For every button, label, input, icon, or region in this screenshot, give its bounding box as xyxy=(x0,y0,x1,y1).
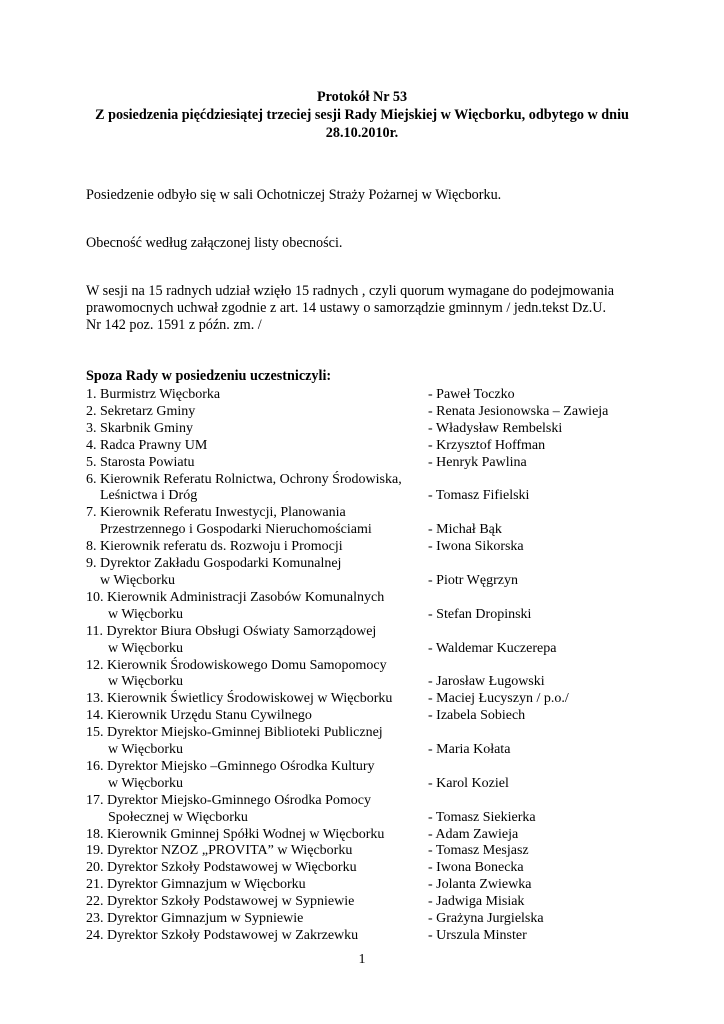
participant-role xyxy=(86,827,428,844)
participant-role-line-1: 22. Dyrektor Szkoły Podstawowej w Sypniewie xyxy=(86,894,355,910)
participant-role-line-2: w Więcborku xyxy=(108,640,183,656)
participant-role-line-1: 10. Kierownik Administracji Zasobów Komunalnych xyxy=(86,589,385,605)
venue-text: Posiedzenie odbyło się w sali Ochotniczej Straży Pożarnej w Więcborku. xyxy=(86,187,502,203)
participant-role-line-2: w Więcborku xyxy=(108,742,183,758)
participant-role xyxy=(86,387,428,404)
participant-role xyxy=(86,759,428,793)
participant-role-line-1: 21. Dyrektor Gimnazjum w Więcborku xyxy=(86,877,306,893)
participant-role-line-1: 19. Dyrektor NZOZ „PROVITA” w Więcborku xyxy=(86,843,353,859)
participant-role xyxy=(86,877,428,894)
participant-role-line-1: 5. Starosta Powiatu xyxy=(86,454,195,470)
participant-row xyxy=(86,759,646,793)
participant-name: - Krzysztof Hoffman xyxy=(428,437,546,453)
participants-list xyxy=(86,387,646,945)
participant-role-line-1: 15. Dyrektor Miejsko-Gminnej Biblioteki Publicznej xyxy=(86,725,383,741)
participant-name: - Jarosław Ługowski xyxy=(428,674,545,690)
participant-row xyxy=(86,708,646,725)
participant-role-line-1: 18. Kierownik Gminnej Spółki Wodnej w Więcborku xyxy=(86,826,385,842)
participant-name: - Grażyna Jurgielska xyxy=(428,911,544,927)
participant-name: - Urszula Minster xyxy=(428,928,527,943)
participant-name: - Adam Zawieja xyxy=(428,826,519,842)
participant-role xyxy=(86,928,428,945)
participant-name: - Maria Kołata xyxy=(428,742,511,758)
participant-row xyxy=(86,472,646,506)
participant-role-line-2: Przestrzennego i Gospodarki Nieruchomościami xyxy=(100,522,372,538)
participant-name: - Paweł Toczko xyxy=(428,387,515,402)
participant-role-line-2: w Więcborku xyxy=(108,775,183,791)
participant-role xyxy=(86,725,428,759)
participant-name: - Władysław Rembelski xyxy=(428,420,563,436)
participant-role xyxy=(86,691,428,708)
participant-name: - Tomasz Mesjasz xyxy=(428,843,529,859)
participant-role-line-1: 24. Dyrektor Szkoły Podstawowej w Zakrzewku xyxy=(86,928,359,943)
participant-row xyxy=(86,624,646,658)
participant-role xyxy=(86,590,428,624)
quorum-line-1: W sesji na 15 radnych udział wzięło 15 radnych , czyli quorum wymagane do podejmowania xyxy=(86,283,615,299)
participant-row xyxy=(86,590,646,624)
participant-name: - Stefan Dropinski xyxy=(428,606,532,622)
participant-role-line-2: Leśnictwa i Dróg xyxy=(100,488,198,504)
participant-name: - Tomasz Fifielski xyxy=(428,488,530,504)
participant-role xyxy=(86,472,428,506)
participant-role xyxy=(86,556,428,590)
quorum-paragraph xyxy=(86,283,646,334)
participant-name: - Karol Koziel xyxy=(428,775,509,791)
participant-role-line-2: Społecznej w Więcborku xyxy=(108,809,248,825)
participant-row xyxy=(86,860,646,877)
participant-row xyxy=(86,691,646,708)
participant-role-line-1: 14. Kierownik Urzędu Stanu Cywilnego xyxy=(86,708,312,724)
quorum-line-2: prawomocnych uchwał zgodnie z art. 14 ustawy o samorządzie gminnym / jedn.tekst Dz.U. xyxy=(86,300,607,316)
title-line-3: 28.10.2010r. xyxy=(325,125,399,141)
participant-role-line-1: 6. Kierownik Referatu Rolnictwa, Ochrony Środowiska, xyxy=(86,471,402,487)
participant-role-line-1: 16. Dyrektor Miejsko –Gminnego Ośrodka Kultury xyxy=(86,758,375,774)
participant-role xyxy=(86,438,428,455)
participant-role-line-1: 23. Dyrektor Gimnazjum w Sypniewie xyxy=(86,911,304,927)
document-title xyxy=(60,88,664,142)
participant-role xyxy=(86,843,428,860)
participant-name: - Renata Jesionowska – Zawieja xyxy=(428,403,609,419)
participant-role-line-1: 1. Burmistrz Więcborka xyxy=(86,387,221,402)
participant-name: - Maciej Łucyszyn / p.o./ xyxy=(428,691,569,707)
participant-role-line-1: 7. Kierownik Referatu Inwestycji, Planowania xyxy=(86,505,346,521)
participant-role xyxy=(86,658,428,692)
participant-name: - Waldemar Kuczerepa xyxy=(428,640,557,656)
participant-name: - Jadwiga Misiak xyxy=(428,894,525,910)
participant-role xyxy=(86,539,428,556)
participant-role xyxy=(86,793,428,827)
participant-row xyxy=(86,404,646,421)
participant-name: - Piotr Węgrzyn xyxy=(428,572,518,588)
participant-role-line-1: 8. Kierownik referatu ds. Rozwoju i Promocji xyxy=(86,539,343,555)
participant-row xyxy=(86,438,646,455)
participant-role-line-1: 13. Kierownik Świetlicy Środowiskowej w Więcborku xyxy=(86,691,393,707)
participant-row xyxy=(86,539,646,556)
participant-row xyxy=(86,556,646,590)
participant-role xyxy=(86,624,428,658)
title-line-1: Protokół Nr 53 xyxy=(316,89,408,105)
participant-name: - Tomasz Siekierka xyxy=(428,809,536,825)
participant-role xyxy=(86,708,428,725)
participant-role xyxy=(86,505,428,539)
participant-role-line-2: w Więcborku xyxy=(108,674,183,690)
participant-name: - Iwona Bonecka xyxy=(428,860,524,876)
participant-name: - Henryk Pawlina xyxy=(428,454,527,470)
participants-heading: Spoza Rady w posiedzeniu uczestniczyli: xyxy=(86,368,332,384)
participant-row xyxy=(86,928,646,945)
participant-name: - Michał Bąk xyxy=(428,522,502,538)
participant-name: - Jolanta Zwiewka xyxy=(428,877,532,893)
attendance-text: Obecność według załączonej listy obecności. xyxy=(86,235,343,251)
participant-role-line-1: 3. Skarbnik Gminy xyxy=(86,420,193,436)
participant-role xyxy=(86,421,428,438)
participant-role-line-1: 2. Sekretarz Gminy xyxy=(86,403,196,419)
participant-row xyxy=(86,843,646,860)
participant-role xyxy=(86,860,428,877)
participant-row xyxy=(86,455,646,472)
participant-role-line-1: 9. Dyrektor Zakładu Gospodarki Komunalnej xyxy=(86,556,342,572)
participant-role xyxy=(86,404,428,421)
attendance-paragraph xyxy=(86,235,646,252)
participant-role-line-1: 17. Dyrektor Miejsko-Gminnego Ośrodka Pomocy xyxy=(86,792,372,808)
participant-row xyxy=(86,725,646,759)
participant-row xyxy=(86,658,646,692)
page-number: 1 xyxy=(358,952,366,967)
participant-row xyxy=(86,421,646,438)
participant-row xyxy=(86,827,646,844)
venue-paragraph xyxy=(86,187,646,204)
participant-role-line-2: w Więcborku xyxy=(100,572,175,588)
participant-role-line-1: 11. Dyrektor Biura Obsługi Oświaty Samorządowej xyxy=(86,623,377,639)
participant-row xyxy=(86,793,646,827)
participant-role-line-1: 4. Radca Prawny UM xyxy=(86,437,208,453)
participant-row xyxy=(86,894,646,911)
participant-role xyxy=(86,455,428,472)
participant-name: - Izabela Sobiech xyxy=(428,708,526,724)
participant-row xyxy=(86,387,646,404)
participant-name: - Iwona Sikorska xyxy=(428,539,524,555)
participant-row xyxy=(86,877,646,894)
participant-row xyxy=(86,505,646,539)
participant-role xyxy=(86,894,428,911)
participant-role-line-2: w Więcborku xyxy=(108,606,183,622)
participant-role-line-1: 12. Kierownik Środowiskowego Domu Samopomocy xyxy=(86,657,387,673)
quorum-line-3: Nr 142 poz. 1591 z późn. zm. / xyxy=(86,317,262,333)
title-line-2: Z posiedzenia pięćdziesiątej trzeciej sesji Rady Miejskiej w Więcborku, odbytego w dniu xyxy=(95,107,629,123)
participant-role-line-1: 20. Dyrektor Szkoły Podstawowej w Więcborku xyxy=(86,860,357,876)
participant-row xyxy=(86,911,646,928)
participant-role xyxy=(86,911,428,928)
